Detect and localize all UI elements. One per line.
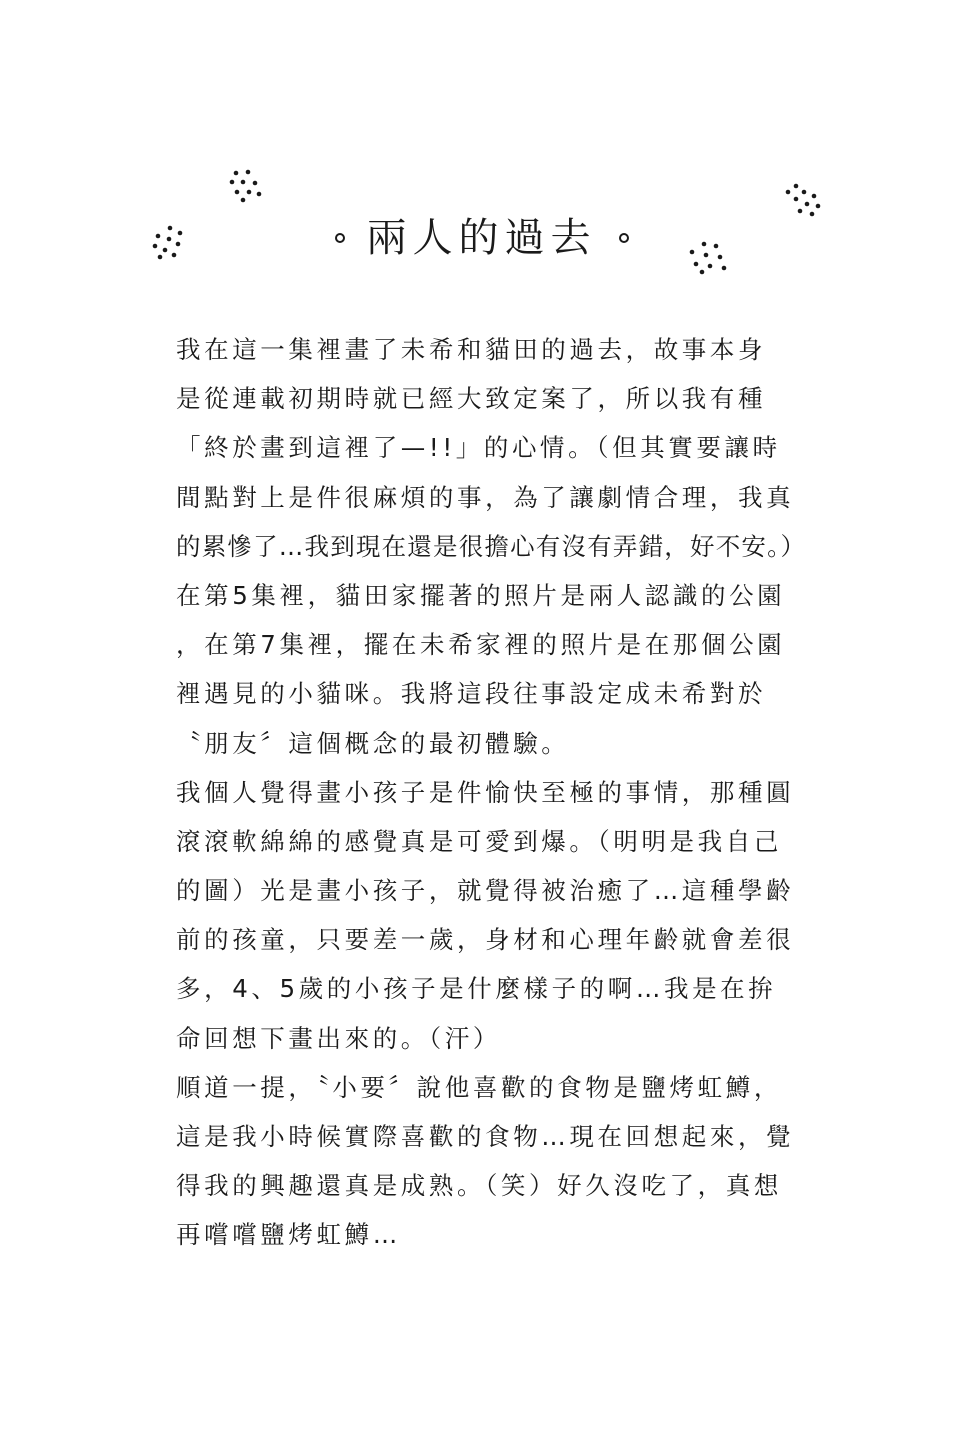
circle-bullet-icon xyxy=(335,233,345,243)
text-line: 我在這一集裡畫了未希和貓田的過去，故事本身 xyxy=(176,335,767,364)
text-line: 是從連載初期時就已經大致定案了，所以我有種 xyxy=(176,384,767,414)
text-line: 裡遇見的小貓咪。我將這段往事設定成未希對於 xyxy=(176,679,767,709)
text-line: 多，4、5歲的小孩子是什麼樣子的啊…我是在拚 xyxy=(176,974,777,1004)
text-line: 命回想下畫出來的。（汗） xyxy=(176,1023,501,1053)
dot-cluster-icon xyxy=(228,168,264,204)
text-line: 再嚐嚐鹽烤虹鱒… xyxy=(176,1220,401,1250)
text-line: 得我的興趣還真是成熟。（笑）好久沒吃了，真想 xyxy=(176,1171,782,1201)
text-line: 的圖）光是畫小孩子，就覺得被治癒了…這種學齡 xyxy=(176,876,795,906)
page-title: 兩人的過去 xyxy=(366,215,597,261)
text-line: 在第5集裡，貓田家擺著的照片是兩人認識的公園 xyxy=(176,580,786,610)
text-line: 間點對上是件很麻煩的事，為了讓劇情合理，我真 xyxy=(176,482,795,512)
text-line: 〝朋友〞這個概念的最初體驗。 xyxy=(176,728,570,758)
text-line: 的累慘了…我到現在還是很擔心有沒有弄錯，好不安。） xyxy=(176,531,807,561)
body-text xyxy=(176,325,816,1260)
text-line: 順道一提，〝小要〞說他喜歡的食物是鹽烤虹鱒， xyxy=(176,1072,782,1102)
text-line: 「終於畫到這裡了—!!」的心情。（但其實要讓時 xyxy=(176,433,781,463)
text-line: 我個人覺得畫小孩子是件愉快至極的事情，那種圓 xyxy=(176,777,795,807)
circle-bullet-icon xyxy=(619,233,629,243)
text-line: ，在第7集裡，擺在未希家裡的照片是在那個公園 xyxy=(176,630,786,660)
text-line: 前的孩童，只要差一歲，身材和心理年齡就會差很 xyxy=(176,925,795,955)
text-line: 滾滾軟綿綿的感覺真是可愛到爆。（明明是我自己 xyxy=(176,826,782,856)
text-line: 這是我小時候實際喜歡的食物…現在回想起來，覺 xyxy=(176,1122,795,1151)
title-row xyxy=(0,208,963,268)
